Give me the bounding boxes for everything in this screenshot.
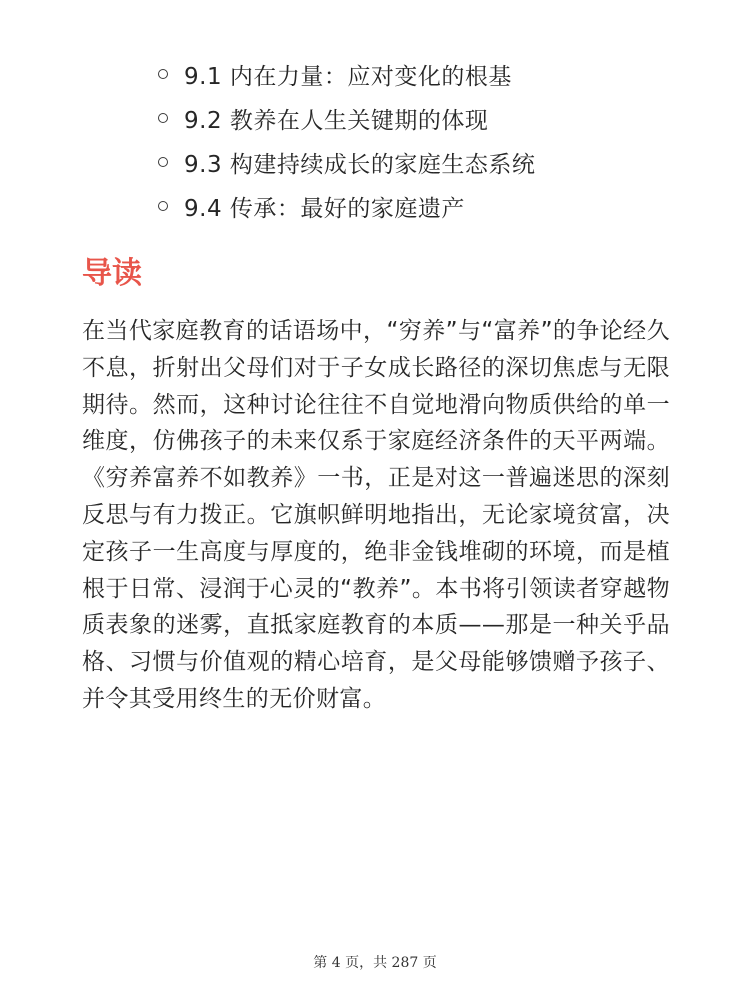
toc-item-label: 9.3 构建持续成长的家庭生态系统 (184, 151, 536, 178)
section-heading: 导读 (82, 256, 142, 291)
toc-item-9-2[interactable] (158, 96, 535, 140)
table-of-contents (158, 52, 535, 228)
circle-bullet-icon (158, 69, 168, 79)
toc-item-9-1[interactable] (158, 52, 535, 96)
intro-paragraph: 在当代家庭教育的话语场中，“穷养”与“富养”的争论经久不息，折射出父母们对于子女成长路径的深切焦虑与无限期待。然而，这种讨论往往不自觉地滑向物质供给的单一维度，仿佛孩子的未来仅系于家庭经济条件的天平两端。《穷养富养不如教养》一书，正是对这一普遍迷思的深刻反思与有力拨正。它旗帜鲜明地指出，无论家境贫富，决定孩子一生高度与厚度的，绝非金钱堆砌的环境，而是植根于日常、浸润于心灵的“教养”。本书将引领读者穿越物质表象的迷雾，直抵家庭教育的本质——那是一种关乎品格、习惯与价值观的精心培育，是父母能够馈赠予孩子、并令其受用终生的无价财富。 (82, 318, 670, 712)
toc-item-label: 9.1 内在力量：应对变化的根基 (184, 63, 512, 90)
toc-item-label: 9.4 传承：最好的家庭遗产 (184, 195, 465, 222)
circle-bullet-icon (158, 201, 168, 211)
circle-bullet-icon (158, 157, 168, 167)
toc-item-9-3[interactable] (158, 140, 535, 184)
toc-item-9-4[interactable] (158, 184, 535, 228)
circle-bullet-icon (158, 113, 168, 123)
toc-item-label: 9.2 教养在人生关键期的体现 (184, 107, 489, 134)
page-number: 第 4 页，共 287 页 (313, 955, 437, 971)
